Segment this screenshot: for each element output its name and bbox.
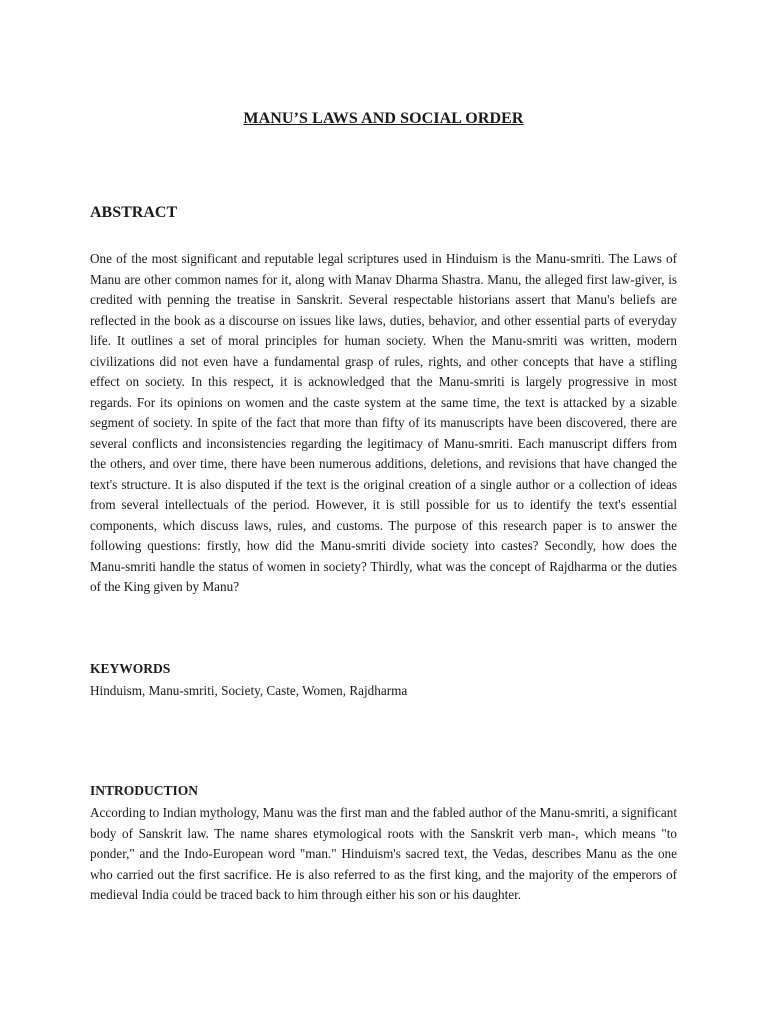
keywords-list: Hinduism, Manu-smriti, Society, Caste, Women, Rajdharma	[90, 683, 408, 698]
keywords-heading: KEYWORDS	[90, 661, 171, 676]
document-title: MANU’S LAWS AND SOCIAL ORDER	[243, 110, 524, 127]
introduction-paragraph: According to Indian mythology, Manu was the first man and the fabled author of the Manu-smriti, a significant body of Sanskrit law. The name shares etymological roots with the Sanskrit verb man-, which means "to ponder," and the Indo-European word "man." Hinduism's sacred text, the Vedas, describes Manu as the one who carried out the first sacrifice. He is also referred to as the first king, and the majority of the emperors of medieval India could be traced back to him through either his son or his daughter.	[90, 805, 677, 902]
abstract-paragraph: One of the most significant and reputable legal scriptures used in Hinduism is the Manu-smriti. The Laws of Manu are other common names for it, along with Manav Dharma Shastra. Manu, the alleged first law-giver, is credited with penning the treatise in Sanskrit. Several respectable historians assert that Manu's beliefs are reflected in the book as a discourse on issues like laws, duties, behavior, and other essential parts of everyday life. It outlines a set of moral principles for human society. When the Manu-smriti was written, modern civilizations did not even have a fundamental grasp of rules, rights, and other concepts that have a stifling effect on society. In this respect, it is acknowledged that the Manu-smriti is largely progressive in most regards. For its opinions on women and the caste system at the same time, the text is attacked by a sizable segment of society. In spite of the fact that more than fifty of its manuscripts have been discovered, there are several conflicts and inconsistencies regarding the legitimacy of Manu-smriti. Each manuscript differs from the others, and over time, there have been numerous additions, deletions, and revisions that have changed the text's structure. It is also disputed if the text is the original creation of a single author or a collection of ideas from several intellectuals of the period. However, it is still possible for us to identify the text's essential components, which discuss laws, rules, and customs. The purpose of this research paper is to answer the following questions: firstly, how did the Manu-smriti divide society into castes? Secondly, how does the Manu-smriti handle the status of women in society? Thirdly, what was the concept of Rajdharma or the duties of the King given by Manu?	[90, 251, 677, 594]
abstract-heading: ABSTRACT	[90, 204, 178, 221]
introduction-heading: INTRODUCTION	[90, 783, 199, 798]
